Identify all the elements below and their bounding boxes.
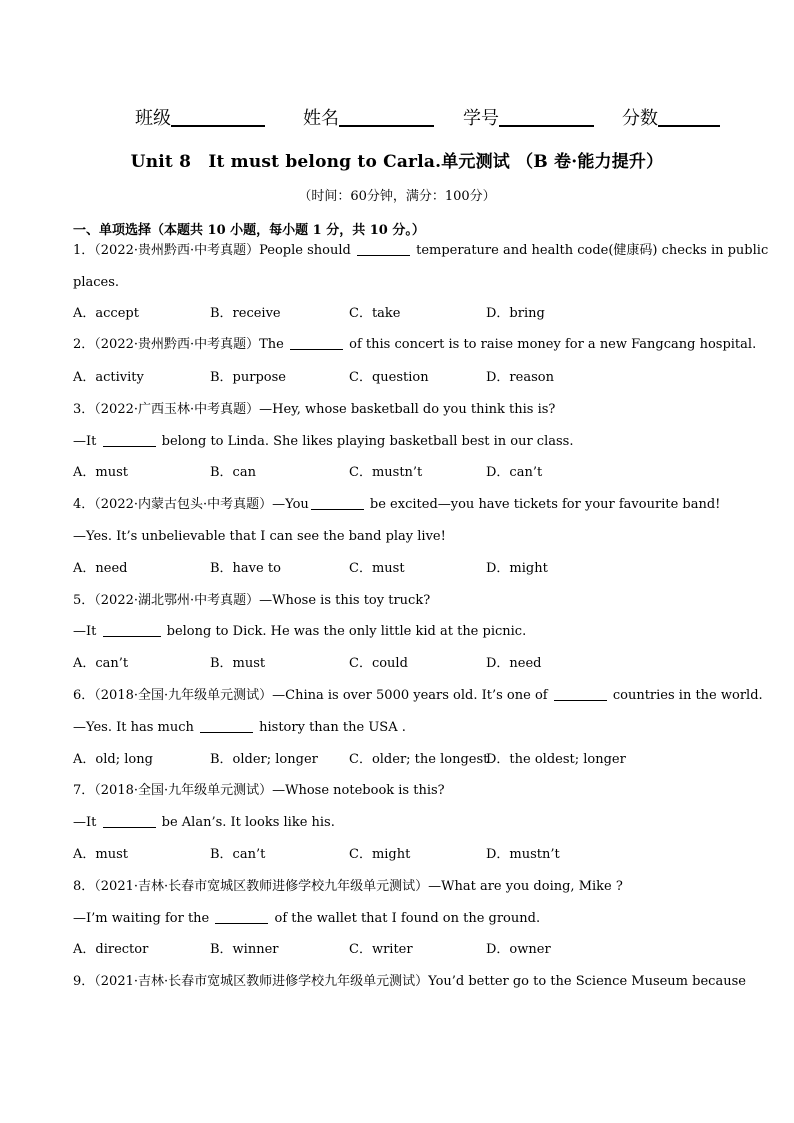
option-b[interactable]: B．can’t — [210, 847, 266, 862]
option-d[interactable]: D．mustn’t — [486, 847, 560, 862]
student-id-blank[interactable] — [499, 105, 594, 127]
answer-blank[interactable] — [554, 687, 607, 701]
question-text: —It — [73, 434, 101, 449]
option-b[interactable]: B．have to — [210, 561, 281, 576]
option-a[interactable]: A．accept — [73, 306, 139, 321]
option-b[interactable]: B．older; longer — [210, 752, 318, 767]
page-subtitle: （时间：60分钟，满分：100分） — [298, 189, 496, 204]
score-blank[interactable] — [658, 105, 720, 127]
option-c[interactable]: C．might — [349, 847, 411, 862]
option-c[interactable]: C．could — [349, 656, 408, 671]
question-7-line — [73, 782, 445, 800]
option-a[interactable]: A．old; long — [73, 752, 153, 767]
question-text: of this concert is to raise money for a new Fangcang hospital. — [345, 337, 757, 352]
option-a[interactable]: A．must — [73, 465, 128, 480]
page-title: Unit 8 It must belong to Carla.单元测试 （B 卷·能力提升） — [130, 152, 664, 172]
question-1-line — [73, 242, 768, 260]
option-a[interactable]: A．must — [73, 847, 128, 862]
option-b[interactable]: B．receive — [210, 306, 281, 321]
option-d[interactable]: D．need — [486, 656, 542, 671]
option-b[interactable]: B．must — [210, 656, 266, 671]
option-c[interactable]: C．writer — [349, 942, 413, 957]
question-text: 2．（2022·贵州黔西·中考真题）The — [73, 337, 288, 352]
option-c[interactable]: C．mustn’t — [349, 465, 423, 480]
answer-blank[interactable] — [103, 623, 161, 637]
option-a[interactable]: A．activity — [73, 370, 144, 385]
option-a[interactable]: A．need — [73, 561, 128, 576]
question-text: 4．（2022·内蒙古包头·中考真题）—You — [73, 497, 309, 512]
question-8-line — [73, 878, 623, 896]
question-text: belong to Dick. He was the only little kid at the picnic. — [162, 624, 527, 639]
option-c[interactable]: C．question — [349, 370, 429, 385]
answer-blank[interactable] — [215, 910, 268, 924]
question-7-line — [73, 814, 335, 832]
question-3-line — [73, 401, 555, 419]
name-blank[interactable] — [339, 105, 434, 127]
question-1-line — [73, 274, 119, 292]
option-c[interactable]: C．must — [349, 561, 405, 576]
question-text: temperature and health code(健康码) checks in public — [411, 243, 769, 258]
question-text: 1．（2022·贵州黔西·中考真题）People should — [73, 243, 355, 258]
option-d[interactable]: D．the oldest; longer — [486, 752, 626, 767]
class-label: 班级 — [135, 108, 171, 129]
question-text: history than the USA . — [255, 720, 406, 735]
question-4-line — [73, 528, 446, 546]
option-b[interactable]: B．winner — [210, 942, 279, 957]
question-text: of the wallet that I found on the ground. — [270, 911, 541, 926]
name-field[interactable] — [303, 104, 434, 130]
question-text: belong to Linda. She likes playing basketball best in our class. — [157, 434, 574, 449]
question-text: —It — [73, 624, 101, 639]
option-b[interactable]: B．purpose — [210, 370, 286, 385]
answer-blank[interactable] — [357, 242, 410, 256]
answer-blank[interactable] — [103, 814, 156, 828]
answer-blank[interactable] — [290, 336, 343, 350]
question-text: 3．（2022·广西玉林·中考真题）—Hey, whose basketball do you think this is? — [73, 402, 556, 417]
option-a[interactable]: A．director — [73, 942, 149, 957]
student-id-label: 学号 — [463, 108, 499, 129]
option-b[interactable]: B．can — [210, 465, 256, 480]
option-d[interactable]: D．might — [486, 561, 548, 576]
question-text: places. — [73, 275, 120, 290]
question-6-line — [73, 687, 763, 705]
section-title: 一、单项选择（本题共 10 小题，每小题 1 分，共 10 分。） — [73, 223, 425, 238]
answer-blank[interactable] — [103, 433, 156, 447]
student-id-field[interactable] — [463, 104, 594, 130]
question-2-line — [73, 336, 756, 354]
option-a[interactable]: A．can’t — [73, 656, 129, 671]
question-text: be Alan’s. It looks like his. — [157, 815, 335, 830]
option-c[interactable]: C．older; the longest — [349, 752, 489, 767]
student-info-row — [0, 104, 794, 130]
name-label: 姓名 — [303, 108, 339, 129]
question-text: be excited—you have tickets for your favourite band! — [365, 497, 721, 512]
option-d[interactable]: D．owner — [486, 942, 551, 957]
question-6-line — [73, 719, 406, 737]
score-label: 分数 — [622, 108, 658, 129]
question-text: 5．（2022·湖北鄂州·中考真题）—Whose is this toy truck? — [73, 593, 431, 608]
option-d[interactable]: D．bring — [486, 306, 545, 321]
question-text: 6．（2018·全国·九年级单元测试）—China is over 5000 years old. It’s one of — [73, 688, 552, 703]
option-d[interactable]: D．can’t — [486, 465, 543, 480]
score-field[interactable] — [622, 104, 720, 130]
question-text: —I’m waiting for the — [73, 911, 214, 926]
question-3-line — [73, 433, 573, 451]
answer-blank[interactable] — [311, 496, 364, 510]
question-8-line — [73, 910, 540, 928]
question-5-line — [73, 623, 526, 641]
option-d[interactable]: D．reason — [486, 370, 554, 385]
question-text: 8．（2021·吉林·长春市宽城区教师进修学校九年级单元测试）—What are you doing, Mike ? — [73, 879, 623, 894]
answer-blank[interactable] — [200, 719, 253, 733]
question-text: —It — [73, 815, 101, 830]
question-4-line — [73, 496, 720, 514]
question-text: 9．（2021·吉林·长春市宽城区教师进修学校九年级单元测试）You’d better go to the Science Museum because — [73, 974, 746, 989]
question-text: countries in the world. — [608, 688, 763, 703]
class-field[interactable] — [135, 104, 265, 130]
question-text: 7．（2018·全国·九年级单元测试）—Whose notebook is this? — [73, 783, 445, 798]
option-c[interactable]: C．take — [349, 306, 401, 321]
class-blank[interactable] — [171, 105, 265, 127]
question-text: —Yes. It has much — [73, 720, 198, 735]
question-5-line — [73, 592, 430, 610]
question-text: —Yes. It’s unbelievable that I can see the band play live! — [73, 529, 446, 544]
question-9-line — [73, 973, 746, 991]
